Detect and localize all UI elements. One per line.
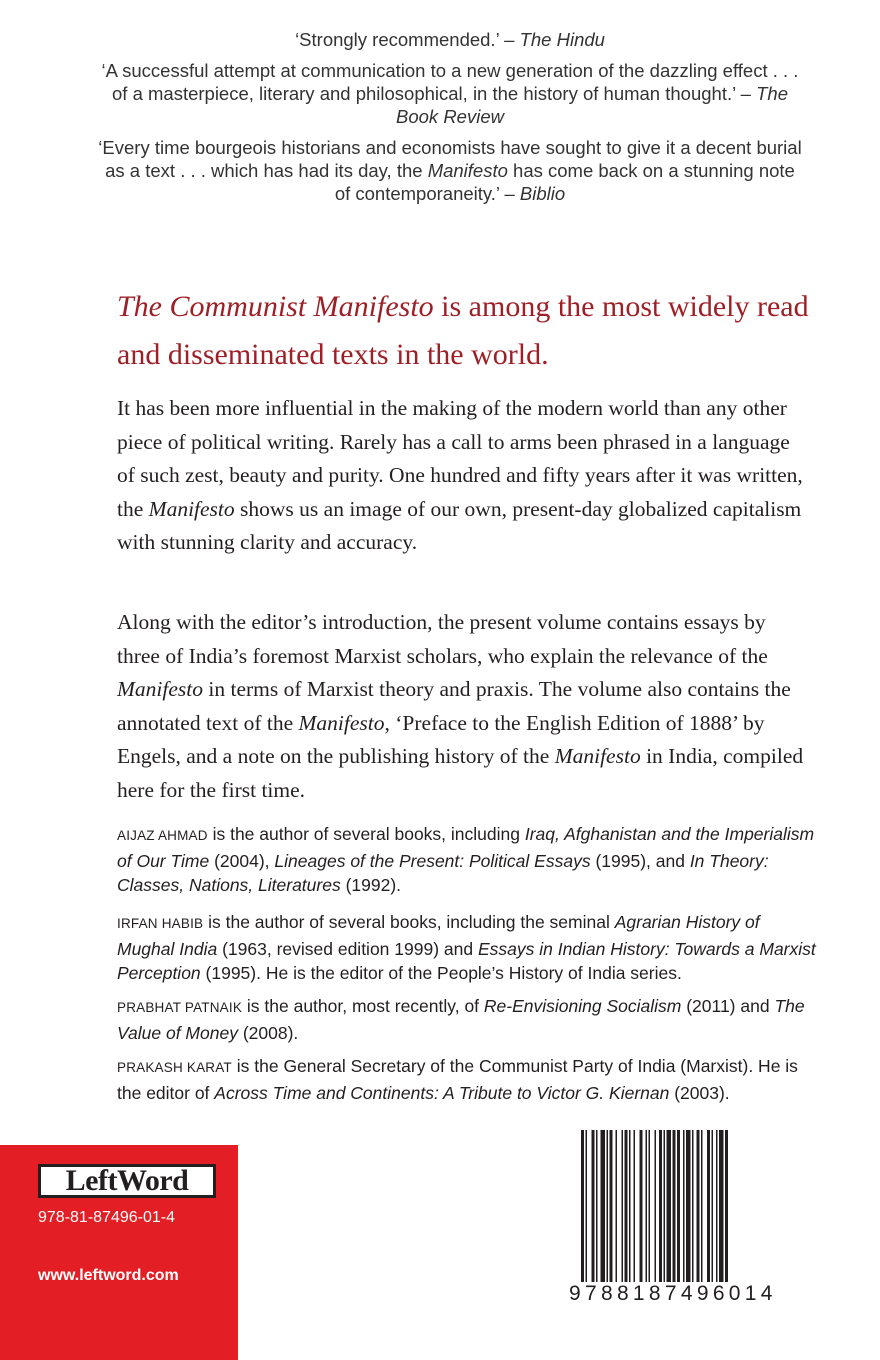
barcode-bar xyxy=(625,1130,628,1282)
barcode-bar xyxy=(719,1130,724,1282)
text-run: (1963, revised edition 1999) and xyxy=(217,938,478,959)
quote-italic-title: Manifesto xyxy=(427,160,508,181)
barcode-bar xyxy=(659,1130,662,1282)
book-title: Agrarian History of Mughal India xyxy=(117,912,760,959)
italic-title: Manifesto xyxy=(298,710,385,735)
text-run: (2011) and xyxy=(681,996,775,1016)
barcode-bars xyxy=(581,1130,771,1282)
author-bio-karat xyxy=(117,1054,817,1105)
barcode-digits: 9788187496014 xyxy=(569,1282,777,1305)
barcode-bar xyxy=(712,1130,714,1282)
author-name: IRFAN HABIB xyxy=(117,916,204,931)
quote-text: ‘Strongly recommended.’ – xyxy=(295,29,520,50)
author-name: PRAKASH KARAT xyxy=(117,1060,232,1075)
text-run: (1995). He is the editor of the People’s History of India series. xyxy=(200,963,682,983)
description-paragraph-1 xyxy=(117,392,807,560)
text-run: is the author, most recently, of xyxy=(242,996,484,1016)
review-quotes xyxy=(95,28,805,213)
barcode-bar xyxy=(716,1130,718,1282)
barcode-bar xyxy=(673,1130,676,1282)
barcode-bar xyxy=(683,1130,685,1282)
barcode-bar xyxy=(581,1130,584,1282)
barcode-bar xyxy=(677,1130,680,1282)
text-run: shows us an image of our own, present-day globalized capitalism with stunning clarity and accuracy. xyxy=(117,496,802,554)
barcode-bar xyxy=(586,1130,588,1282)
barcode-bar xyxy=(596,1130,598,1282)
barcode-bar xyxy=(697,1130,700,1282)
italic-title: Manifesto xyxy=(117,677,203,701)
barcode-bar xyxy=(686,1130,691,1282)
author-bio-ahmad xyxy=(117,822,817,898)
barcode-bar xyxy=(634,1130,636,1282)
quote-source: Biblio xyxy=(519,183,566,204)
quote-text: ‘Every time bourgeois historians and economists have sought to give it a decent burial as a text . . . which has had its day, the xyxy=(98,137,802,181)
publisher-website: www.leftword.com xyxy=(38,1267,179,1284)
barcode-bar xyxy=(664,1130,666,1282)
barcode-bar xyxy=(707,1130,710,1282)
quote-source: The Hindu xyxy=(519,29,605,50)
author-name: PRABHAT PATNAIK xyxy=(117,1000,243,1015)
barcode-bar xyxy=(692,1130,694,1282)
quote-text: ‘A successful attempt at communication to a new generation of the dazzling effect . . . of a masterpiece, literary and philosophical, in the history of human thought.’ – xyxy=(101,60,799,104)
author-name: AIJAZ AHMAD xyxy=(117,828,208,843)
text-run: , ‘Preface to the English Edition of 1888’ by Engels, and a note on the publishing history of the xyxy=(117,710,765,768)
barcode-bar xyxy=(667,1130,672,1282)
quote-book-review xyxy=(95,59,805,128)
text-run: in India, compiled here for the first time. xyxy=(117,744,804,802)
quote-text: has come back on a stunning note of contemporaneity.’ – xyxy=(334,160,795,204)
italic-title: Manifesto xyxy=(554,744,641,768)
text-run: in terms of Marxist theory and praxis. The volume also contains the annotated text of the xyxy=(117,677,791,735)
book-title: In Theory: Classes, Nations, Literatures xyxy=(117,850,769,895)
book-title: Lineages of the Present: Political Essays xyxy=(274,850,591,871)
headline xyxy=(117,283,837,379)
publisher-panel xyxy=(0,1145,238,1360)
barcode-bar xyxy=(640,1130,643,1282)
description-paragraph-2 xyxy=(117,606,807,807)
text-run: Along with the editor’s introduction, the present volume contains essays by three of India’s foremost Marxist scholars, who explain the relevance of the xyxy=(117,610,768,668)
book-title: Essays in Indian History: Towards a Marxist Perception xyxy=(117,938,816,983)
publisher-logo: LeftWord xyxy=(38,1164,216,1198)
barcode-bar xyxy=(616,1130,618,1282)
text-run: (1995), and xyxy=(590,850,690,871)
isbn-number: 978-81-87496-01-4 xyxy=(38,1209,175,1226)
barcode-bar xyxy=(610,1130,613,1282)
author-bio-patnaik xyxy=(117,994,817,1045)
book-title: Re-Envisioning Socialism xyxy=(483,996,682,1016)
text-run: is the author of several books, including xyxy=(207,824,525,844)
barcode-bar xyxy=(622,1130,624,1282)
book-title: Across Time and Continents: A Tribute to Victor G. Kiernan xyxy=(214,1082,670,1103)
italic-title: Manifesto xyxy=(148,496,235,521)
barcode-bar xyxy=(601,1130,606,1282)
quote-hindu xyxy=(95,28,805,51)
barcode xyxy=(567,1124,785,1314)
text-run: (2008). xyxy=(237,1022,299,1043)
book-title: The Value of Money xyxy=(117,996,805,1043)
text-run: is the General Secretary of the Communist Party of India (Marxist). He is the editor of xyxy=(117,1056,798,1103)
barcode-bar xyxy=(629,1130,631,1282)
barcode-bar xyxy=(607,1130,609,1282)
quote-source: The Book Review xyxy=(396,83,788,127)
book-title: Iraq, Afghanistan and the Imperialism of Our Time xyxy=(117,824,815,871)
barcode-bar xyxy=(592,1130,595,1282)
text-run: (2004), xyxy=(209,850,275,871)
text-run: (1992). xyxy=(340,875,402,895)
text-run: (2003). xyxy=(669,1082,730,1103)
quote-biblio xyxy=(95,136,805,205)
barcode-bar xyxy=(646,1130,648,1282)
text-run: It has been more influential in the making of the modern world than any other piece of political writing. Rarely has a call to arms been phrased in a language of such zest, beauty and purity. One hundred and fifty years after it was written, the xyxy=(117,396,803,521)
text-run: is the author of several books, including the seminal xyxy=(203,912,615,932)
barcode-bar xyxy=(701,1130,703,1282)
headline-rest: is among the most widely read and disseminated texts in the world. xyxy=(117,290,809,371)
author-bio-habib xyxy=(117,910,817,986)
barcode-bar xyxy=(655,1130,657,1282)
barcode-bar xyxy=(725,1130,728,1282)
headline-title: The Communist Manifesto xyxy=(117,290,434,323)
barcode-bar xyxy=(649,1130,651,1282)
